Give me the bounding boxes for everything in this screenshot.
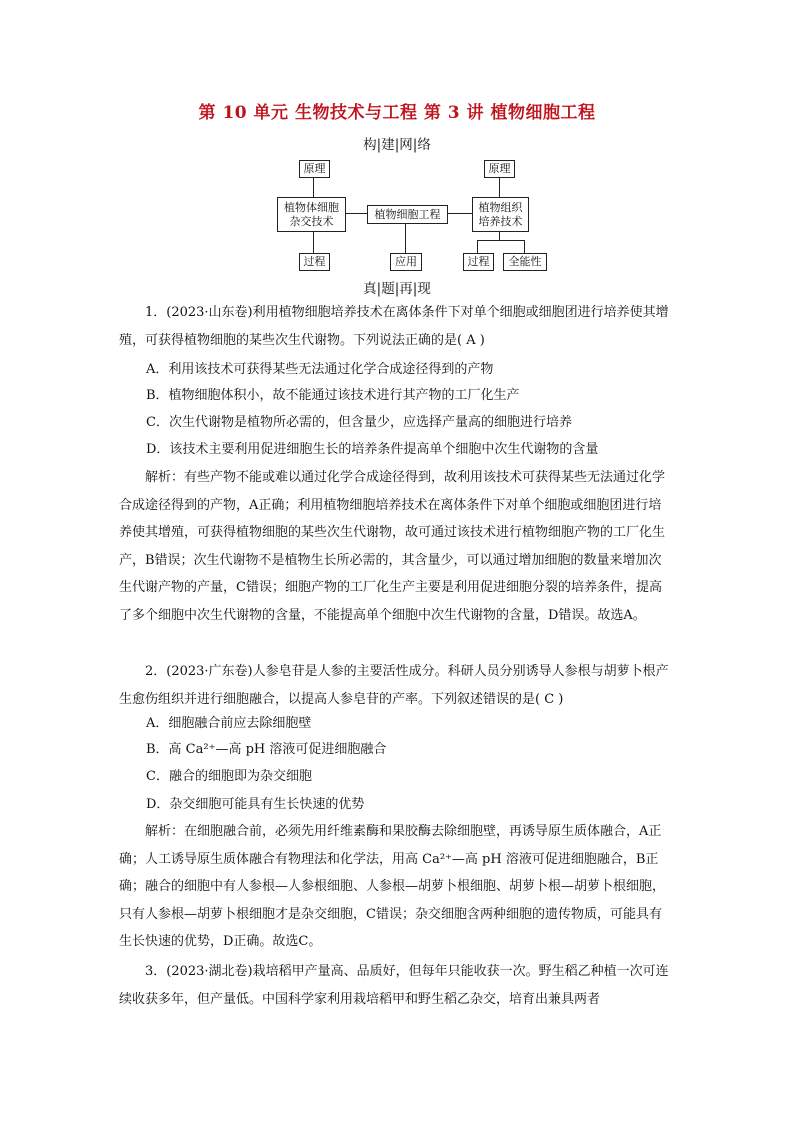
right-process-box: 过程 [463,253,494,271]
option: C．融合的细胞即为杂交细胞 [146,769,312,784]
review-heading: 真|题|再|现 [363,281,431,297]
analysis: 解析：有些产物不能或难以通过化学合成途径得到，故利用该技术可获得某些无法通过化学合成途径得到的产物，A正确；利用植物细胞培养技术在离体条件下对单个细胞或细胞团进行培养使其增殖，可获得植物细胞的某些次生代谢物，故可通过该技术进行植物细胞产物的工厂化生产，B错误；次生代谢物不是植物生长所必需的，其含量少，可以通过增加细胞的数量来增加次生代谢产物的产量，C错误；细胞产物的工厂化生产主要是利用促进细胞分裂的培养条件，提高了多个细胞中次生代谢物的含量，不能提高单个细胞中次生代谢物的含量，D错误。故选A。 [119,470,666,623]
connector [524,240,525,253]
option: B．植物细胞体积小，故不能通过该技术进行其产物的工厂化生产 [146,388,520,403]
connector [447,213,472,214]
connector [313,177,314,197]
left-tech-line1: 植物体细胞 [284,200,339,214]
network-heading: 构|建|网|络 [363,137,431,153]
right-tech-box [472,197,529,232]
connector [499,177,500,197]
option: B．高 Ca²⁺—高 pH 溶液可促进细胞融合 [146,742,387,757]
connector [405,223,406,253]
option: D．该技术主要利用促进细胞生长的培养条件提高单个细胞中次生代谢物的含量 [146,442,599,457]
question-stem: 3．(2023·湖北卷)栽培稻甲产量高、品质好，但每年只能收获一次。野生稻乙种植一次可连续收获多年，但产量低。中国科学家利用栽培稻甲和野生稻乙杂交，培育出兼具两者 [119,964,669,1007]
option: A．细胞融合前应去除细胞壁 [146,716,312,731]
left-process-box: 过程 [299,253,330,271]
question-stem: 1．(2023·山东卷)利用植物细胞培养技术在离体条件下对单个细胞或细胞团进行培养使其增殖，可获得植物细胞的某些次生代谢物。下列说法正确的是( A ) [119,305,669,348]
connector [313,231,314,253]
left-tech-box [277,197,346,232]
connector [477,240,524,241]
connector [477,240,478,253]
page-title: 第 10 单元 生物技术与工程 第 3 讲 植物细胞工程 [198,103,596,123]
application-box: 应用 [390,253,422,271]
analysis: 解析：在细胞融合前，必须先用纤维素酶和果胶酶去除细胞壁，再诱导原生质体融合，A正确；人工诱导原生质体融合有物理法和化学法，用高 Ca²⁺—高 pH 溶液可促进细胞融合，B正确；融合的细胞中有人参根—人参根细胞、人参根—胡萝卜根细胞、胡萝卜根—胡萝卜根细胞，只有人参根—胡萝卜根细胞才是杂交细胞，C错误；杂交细胞含两种细胞的遗传物质，可能具有生长快速的优势，D正确。故选C。 [119,824,666,949]
center-box: 植物细胞工程 [367,205,448,224]
totipotency-box: 全能性 [503,253,547,271]
left-tech-line2: 杂交技术 [289,214,334,228]
right-tech-line1: 植物组织 [478,200,523,214]
right-tech-line2: 培养技术 [478,214,523,228]
left-principle-box: 原理 [299,160,330,178]
option: A．利用该技术可获得某些无法通过化学合成途径得到的产物 [146,362,494,377]
right-principle-box: 原理 [484,160,515,178]
connector [499,231,500,240]
connector [345,213,367,214]
option: C．次生代谢物是植物所必需的，但含量少，应选择产量高的细胞进行培养 [146,415,572,430]
question-stem: 2．(2023·广东卷)人参皂苷是人参的主要活性成分。科研人员分别诱导人参根与胡萝卜根产生愈伤组织并进行细胞融合，以提高人参皂苷的产率。下列叙述错误的是( C ) [119,664,669,707]
option: D．杂交细胞可能具有生长快速的优势 [146,797,365,812]
